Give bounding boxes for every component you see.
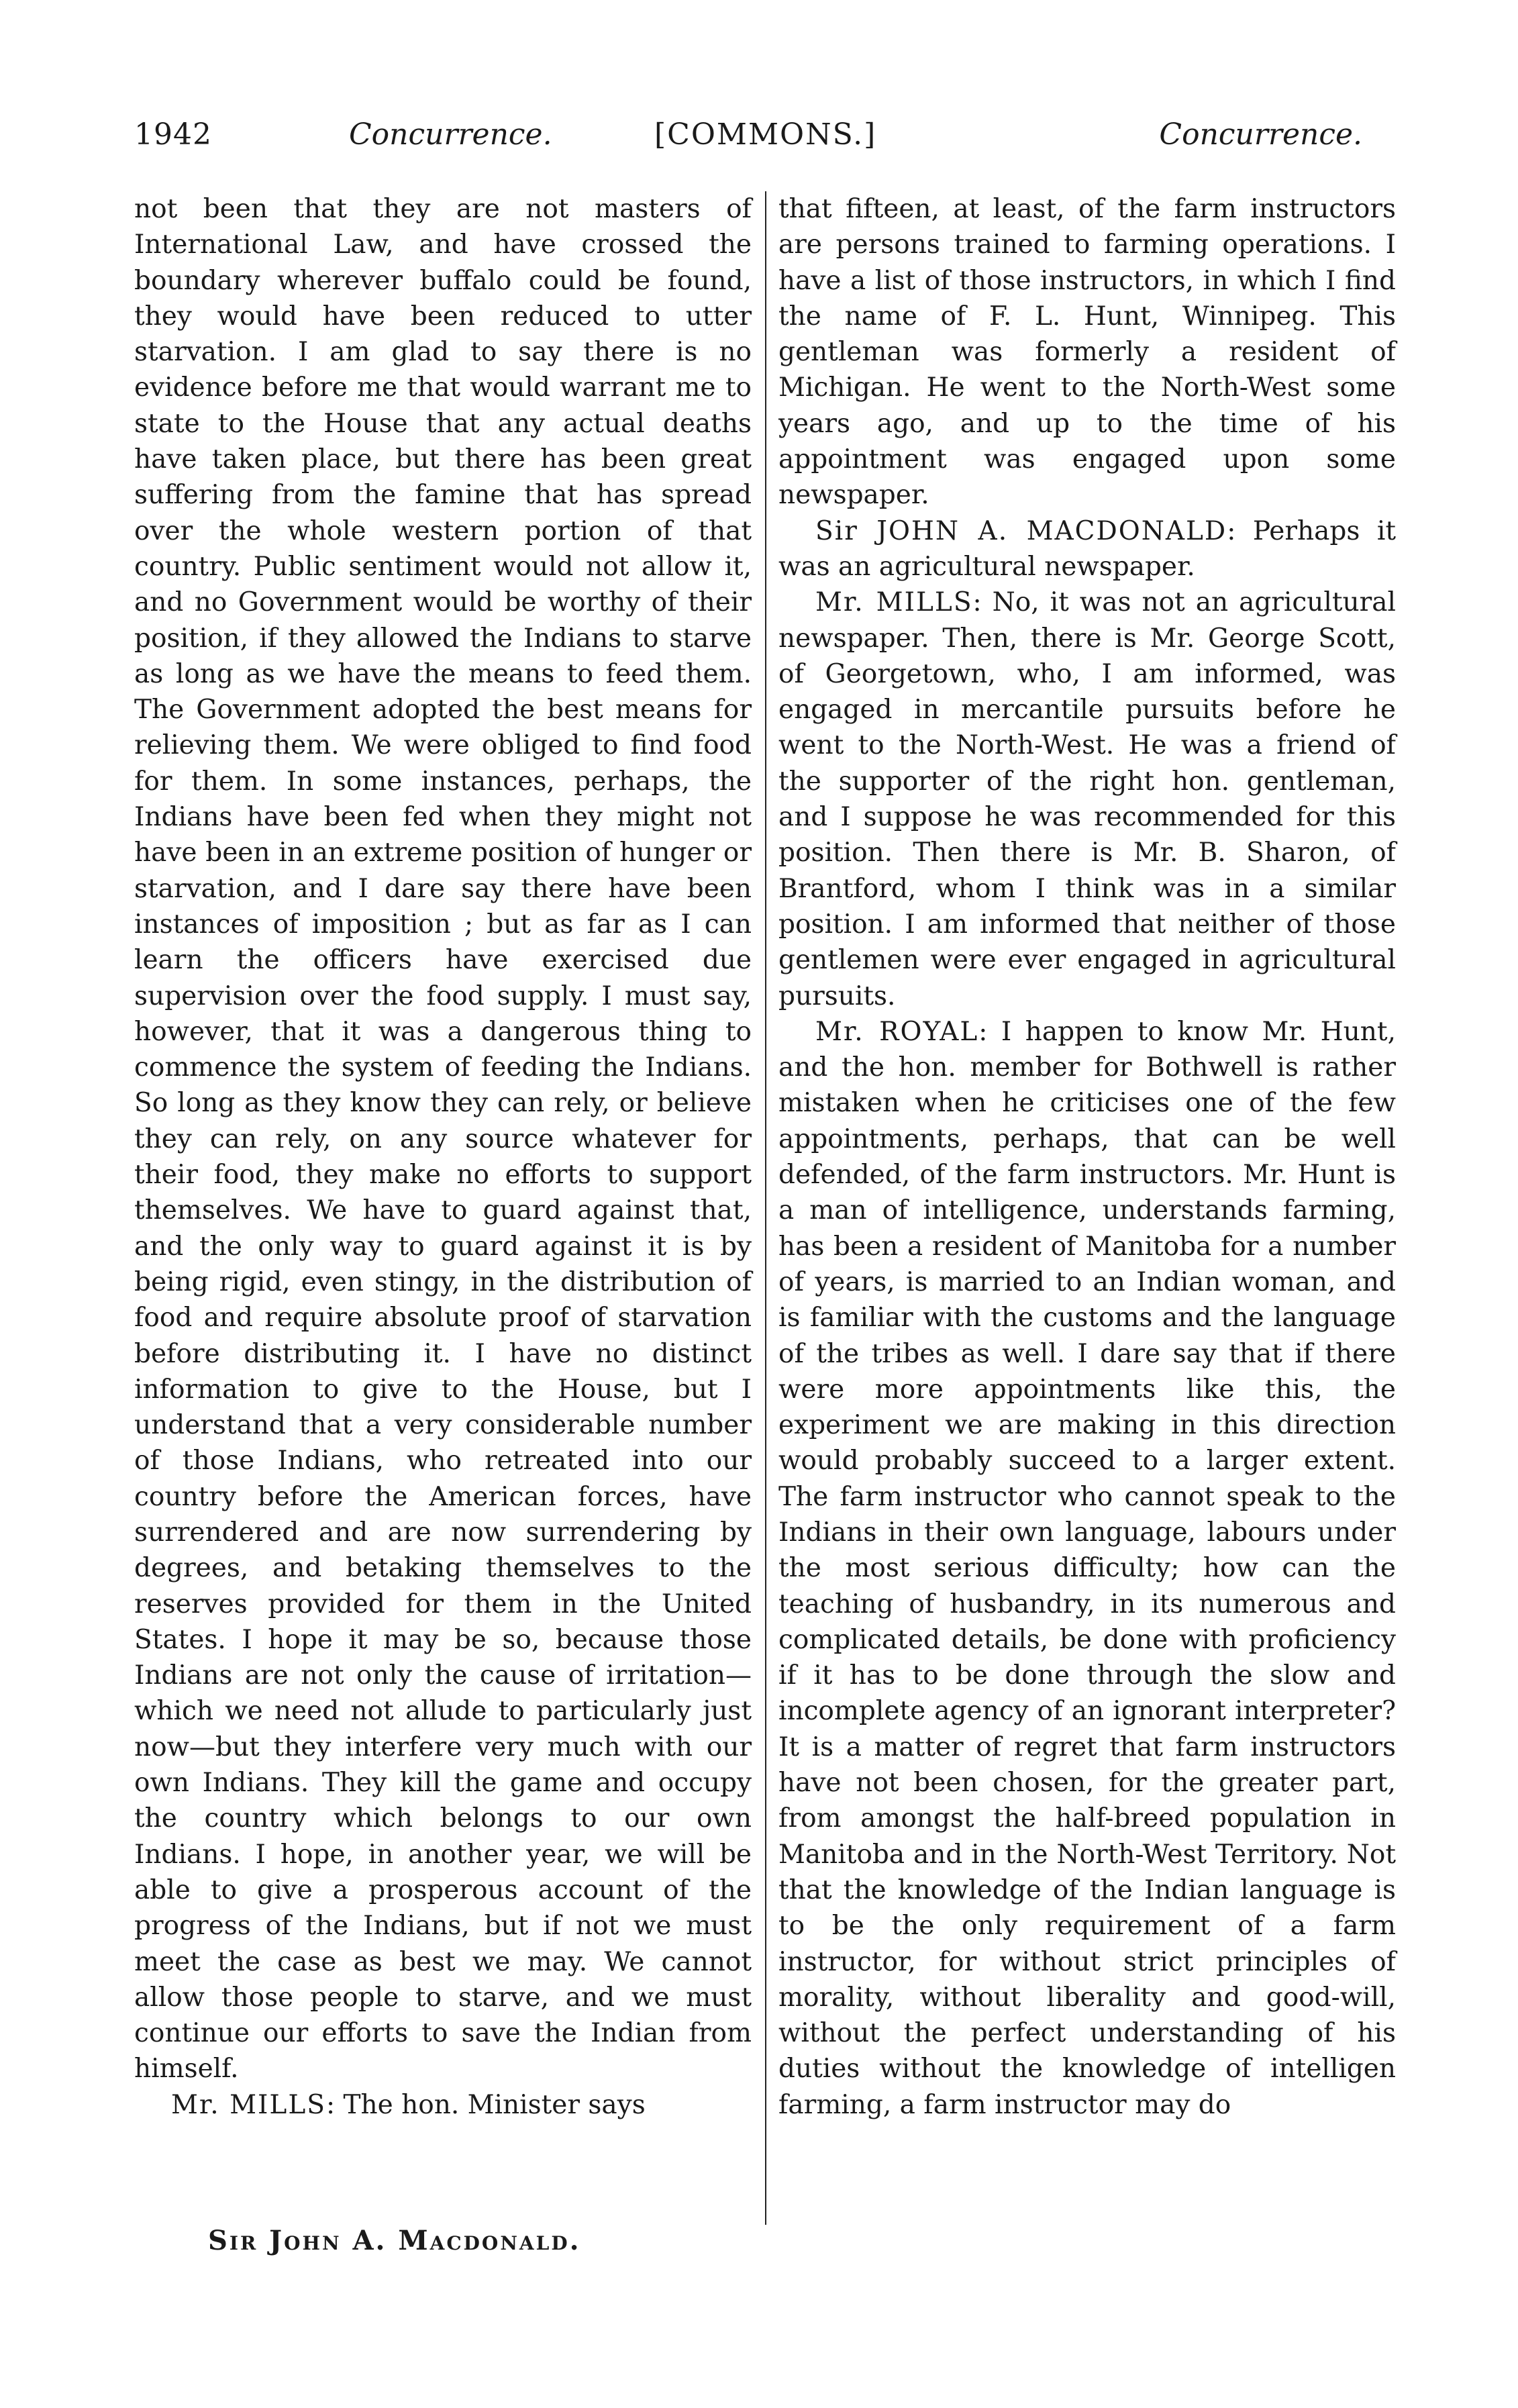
speech-text: : No, it was not an agricultural newspaper. Then, there is Mr. George Scott, of Georgetown, who, I am informed, was engaged in mercantile pursuits before he went to the North-West. He was a friend of the supporter of the right hon. gentleman, and I suppose he was recommended for this position. Then there is Mr. B. Sharon, of Brantford, whom I think was in a similar position. I am informed that neither of those gentlemen were ever engaged in agricultural pursuits. (778, 587, 1396, 1011)
speech-text: : Perhaps it was an agricultural newspaper. (778, 515, 1396, 582)
speaker-name: Mr. MILLS (815, 587, 973, 618)
right-paragraph-4 (778, 1014, 1396, 2123)
page-header (134, 117, 1382, 178)
page-number: 1942 (134, 117, 212, 152)
running-title-left: Concurrence. (349, 117, 552, 152)
running-title-right: Concurrence. (1159, 117, 1362, 152)
speaker-name: Mr. MILLS (171, 2089, 326, 2120)
left-paragraph-1: not been that they are not masters of International Law, and have crossed the boundary wherever buffalo could be found, they would have been reduced to utter starvation. I am glad to say there is no evidence before me that would warrant me to state to the House that any actual deaths have taken place, but there has been great suffering from the famine that has spread over the whole western portion of that country. Public sentiment would not allow it, and no Government would be worthy of their position, if they allowed the Indians to starve as long as we have the means to feed them. The Government adopted the best means for relieving them. We were obliged to find food for them. In some instances, perhaps, the Indians have been fed when they might not have been in an extreme position of hunger or starvation, and I dare say there have been instances of imposition ; but as far as I can learn the officers have exercised due supervision over the food supply. I must say, however, that it was a dangerous thing to commence the system of feeding the Indians. So long as they know they can rely, or believe they can rely, on any source whatever for their food, they make no efforts to support themselves. We have to guard against that, and the only way to guard against it is by being rigid, even stingy, in the distribution of food and require absolute proof of starvation before distributing it. I have no distinct information to give to the House, but I understand that a very considerable number of those Indians, who retreated into our country before the American forces, have surrendered and are now surrendering by degrees, and betaking themselves to the reserves provided for them in the United States. I hope it may be so, because those Indians are not only the cause of irritation—which we need not allude to particularly just now—but they interfere very much with our own Indians. They kill the game and occupy the country which belongs to our own Indians. I hope, in another year, we will be able to give a prosperous account of the progress of the Indians, but if not we must meet the case as best we may. We cannot allow those people to starve, and we must continue our efforts to save the Indian from himself. (134, 194, 752, 2085)
right-paragraph-1: that fifteen, at least, of the farm instructors are persons trained to farming operations. I have a list of those instructors, in which I find the name of F. L. Hunt, Winnipeg. This gentleman was formerly a resident of Michigan. He went to the North-West some years ago, and up to the time of his appointment was engaged upon some newspaper. (778, 194, 1396, 511)
left-column (134, 191, 752, 2123)
running-title-center: [COMMONS.] (654, 117, 877, 152)
speaker-name: Mr. ROYAL (815, 1016, 979, 1047)
speaker-name: Sir JOHN A. MACDONALD (815, 515, 1227, 546)
column-divider (765, 191, 766, 2225)
speech-text: : I happen to know Mr. Hunt, and the hon. member for Bothwell is rather mistaken when he criticises one of the few appointments, perhaps, that can be well defended, of the farm instructors. Mr. Hunt is a man of intelligence, understands farming, has been a resident of Manitoba for a number of years, is married to an Indian woman, and is familiar with the customs and the language of the tribes as well. I dare say that if there were more appointments like this, the experiment we are making in this direction would probably succeed to a larger extent. The farm instructor who cannot speak to the Indians in their own language, labours under the most serious difficulty; how can the teaching of husbandry, in its numerous and complicated details, be done with proficiency if it has to be done through the slow and incomplete agency of an ignorant interpreter? It is a matter of regret that farm instructors have not been chosen, for the greater part, from amongst the half-breed population in Manitoba and in the North-West Territory. Not that the knowledge of the Indian language is to be the only requirement of a farm instructor, for without strict principles of morality, without liberality and good-will, without the perfect understanding of his duties without the knowledge of intelligen farming, a farm instructor may do (778, 1016, 1396, 2120)
right-paragraph-3 (778, 585, 1396, 1014)
speech-text: : The hon. Minister says (325, 2089, 646, 2120)
right-paragraph-2 (778, 513, 1396, 585)
left-paragraph-2 (134, 2087, 752, 2123)
signature: Sir John A. Macdonald. (208, 2225, 581, 2256)
right-column (778, 191, 1396, 2123)
